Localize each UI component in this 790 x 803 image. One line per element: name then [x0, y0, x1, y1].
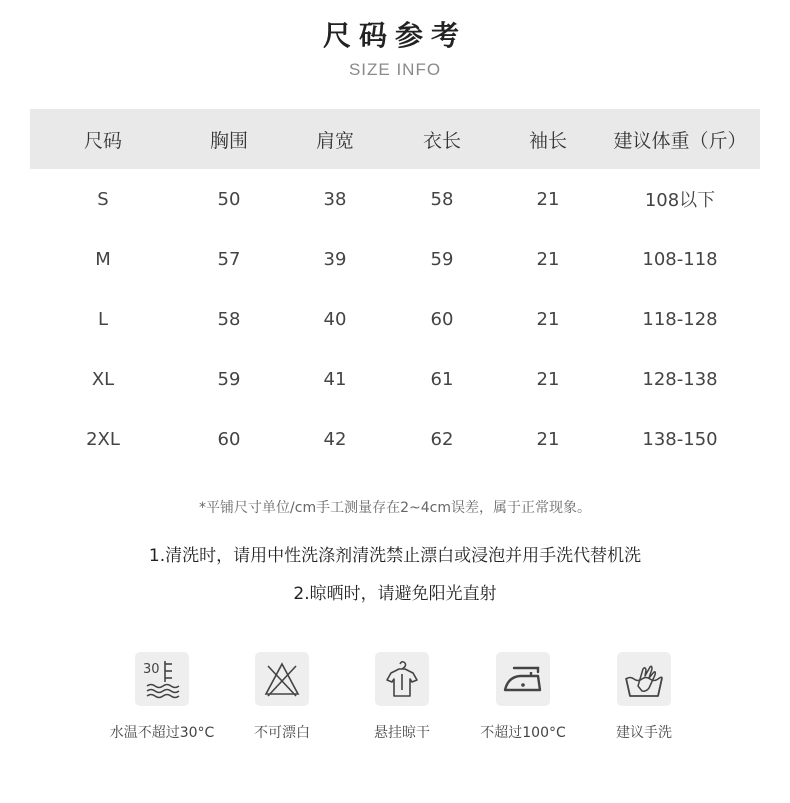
care-item-hang-dry — [332, 652, 472, 742]
table-cell: 39 — [323, 248, 347, 270]
table-cell: 2XL — [86, 428, 120, 450]
care-instruction-wash: 1.清洗时，请用中性洗涤剂清洗禁止漂白或浸泡并用手洗代替机洗 — [148, 546, 642, 566]
table-cell: XL — [91, 368, 115, 390]
hand-wash-icon — [617, 652, 671, 706]
care-label-hand-wash: 建议手洗 — [616, 725, 672, 741]
table-cell: 50 — [217, 188, 241, 210]
table-cell: 21 — [536, 248, 560, 270]
table-cell: 58 — [430, 188, 454, 210]
iron-icon — [496, 652, 550, 706]
table-cell: 60 — [217, 428, 241, 450]
table-row — [30, 289, 760, 349]
table-cell: S — [97, 188, 109, 210]
table-cell: 21 — [536, 188, 560, 210]
page-subtitle: SIZE INFO — [348, 60, 442, 79]
table-cell: 21 — [536, 368, 560, 390]
care-label-hang-dry: 悬挂晾干 — [374, 725, 430, 741]
column-header-size: 尺码 — [83, 129, 122, 152]
column-header-weight: 建议体重（斤） — [613, 129, 747, 152]
table-cell: L — [97, 308, 109, 330]
water-temp-glyph: 30 — [143, 662, 160, 677]
column-header-chest: 胸围 — [209, 129, 248, 152]
measurement-note: *平铺尺寸单位/cm手工测量存在2~4cm误差，属于正常现象。 — [199, 500, 591, 516]
table-row — [30, 409, 760, 469]
table-cell: 108以下 — [644, 190, 716, 211]
table-cell: 61 — [430, 368, 454, 390]
care-item-water-temp — [92, 652, 232, 742]
table-row — [30, 229, 760, 289]
table-cell: 21 — [536, 308, 560, 330]
column-header-shoulder: 肩宽 — [315, 129, 354, 152]
care-label-water-temp: 水温不超过30°C — [109, 725, 215, 741]
water-temp-30-icon — [135, 652, 189, 706]
table-row — [30, 349, 760, 409]
care-item-iron — [453, 652, 593, 742]
table-cell: 42 — [323, 428, 347, 450]
column-header-length: 衣长 — [422, 129, 461, 152]
table-cell: 118-128 — [642, 308, 718, 330]
table-cell: 41 — [323, 368, 347, 390]
table-cell: 108-118 — [642, 248, 718, 270]
care-icons-row — [0, 652, 790, 762]
table-cell: 60 — [430, 308, 454, 330]
hang-dry-icon — [375, 652, 429, 706]
care-label-no-bleach: 不可漂白 — [254, 725, 310, 741]
table-cell: 58 — [217, 308, 241, 330]
table-cell: 40 — [323, 308, 347, 330]
table-cell: 59 — [430, 248, 454, 270]
no-bleach-icon — [255, 652, 309, 706]
table-cell: 138-150 — [642, 428, 718, 450]
table-cell: 38 — [323, 188, 347, 210]
size-table — [30, 109, 760, 469]
table-cell: 62 — [430, 428, 454, 450]
table-cell: 128-138 — [642, 368, 718, 390]
care-item-hand-wash — [574, 652, 714, 742]
table-row — [30, 169, 760, 229]
table-header — [30, 109, 760, 169]
page-title: 尺码参考 — [322, 19, 467, 52]
column-header-sleeve: 袖长 — [528, 129, 567, 152]
table-cell: 59 — [217, 368, 241, 390]
table-cell: 21 — [536, 428, 560, 450]
care-label-iron: 不超过100°C — [480, 725, 566, 741]
table-cell: M — [95, 248, 111, 270]
table-cell: 57 — [217, 248, 241, 270]
care-instruction-dry: 2.晾晒时，请避免阳光直射 — [293, 584, 497, 604]
care-item-no-bleach — [212, 652, 352, 742]
